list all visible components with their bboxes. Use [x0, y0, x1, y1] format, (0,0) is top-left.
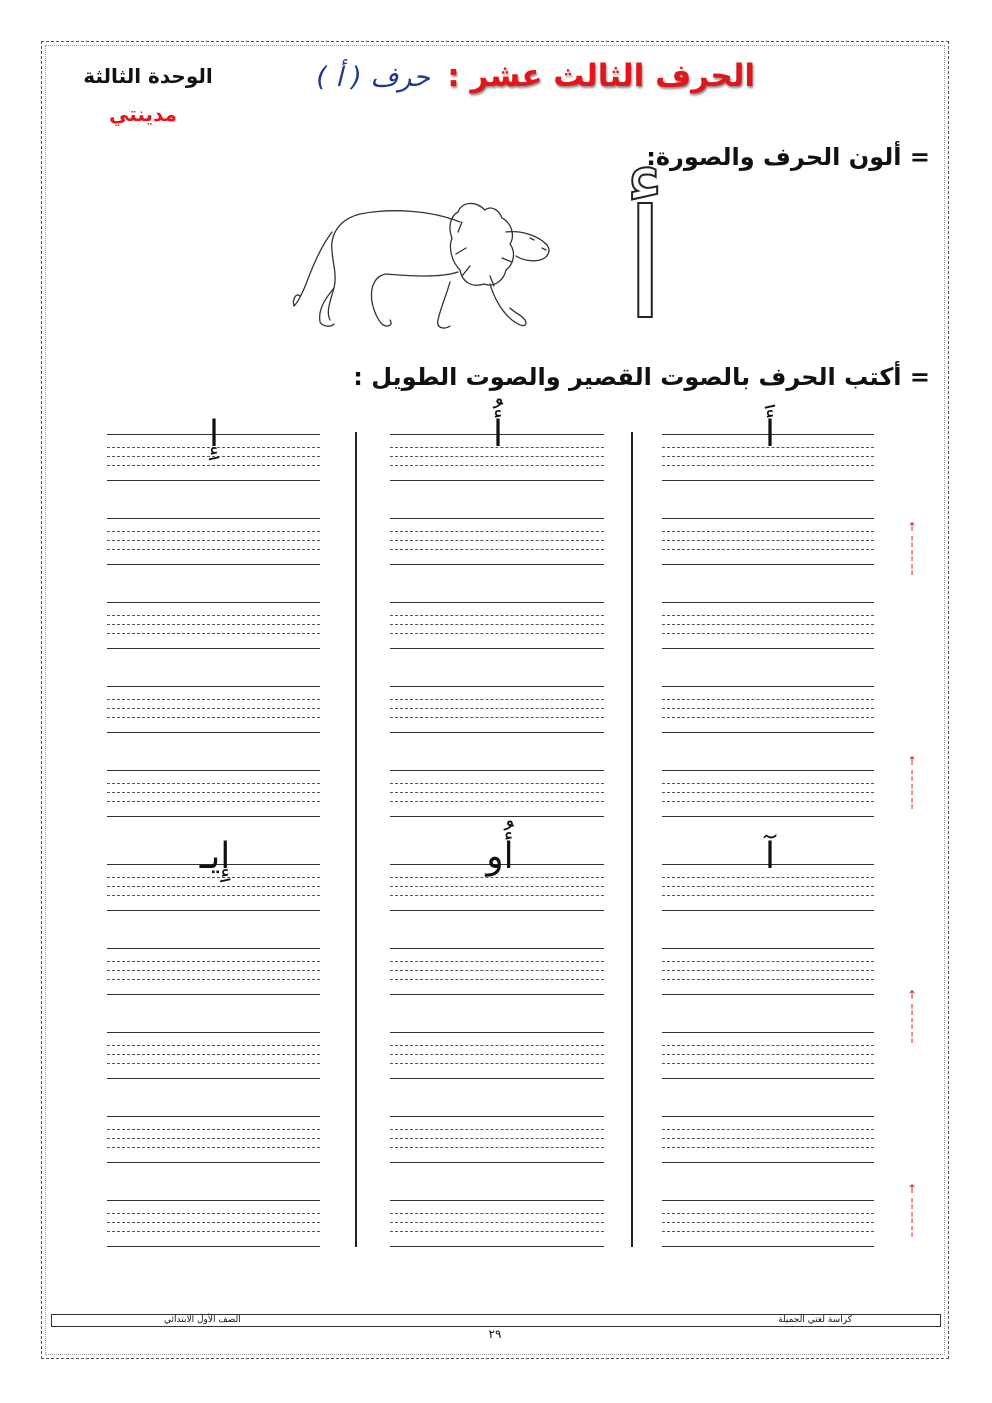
- writing-line-group: [662, 948, 874, 996]
- instruction-color: = ألون الحرف والصورة:: [646, 143, 930, 171]
- footer-bar: [51, 1314, 941, 1327]
- writing-line-group: [107, 686, 320, 734]
- writing-line-group: [662, 1116, 874, 1164]
- column-separator: [355, 432, 357, 1247]
- writing-line-group: [107, 1032, 320, 1080]
- lion-image: [290, 192, 562, 337]
- footer-grade: الصف الأول الابتدائي: [164, 1315, 241, 1325]
- writing-line-group: [390, 1200, 604, 1248]
- model-letter-short-fatha: أَ: [764, 414, 775, 455]
- writing-line-group: [390, 518, 604, 566]
- writing-line-group: [390, 602, 604, 650]
- model-letter-short-kasra: إِ: [208, 414, 219, 455]
- writing-line-group: [662, 1032, 874, 1080]
- letter-name: حرف ( أ ): [316, 62, 430, 93]
- model-letter-short-damma: أُ: [492, 414, 503, 455]
- writing-line-group: [662, 686, 874, 734]
- writing-line-group: [390, 1116, 604, 1164]
- writing-line-group: [107, 602, 320, 650]
- direction-arrow-icon: ↑ ¦ ¦ ¦: [906, 1182, 918, 1238]
- writing-line-group: [662, 770, 874, 818]
- lesson-title: الحرف الثالث عشر :: [447, 58, 755, 94]
- column-separator: [631, 432, 633, 1247]
- direction-arrow-icon: ↑ ¦ ¦ ¦: [906, 988, 918, 1044]
- writing-line-group: [390, 1032, 604, 1080]
- big-letter-outline: أ: [624, 179, 666, 353]
- writing-line-group: [390, 686, 604, 734]
- footer-book: كراسة لغتي الجميلة: [778, 1315, 852, 1325]
- unit-label: الوحدة الثالثة: [83, 64, 213, 88]
- instruction-write: = أكتب الحرف بالصوت القصير والصوت الطويل :: [353, 363, 930, 391]
- model-letter-long-ya: إِيـ: [199, 836, 231, 877]
- writing-line-group: [390, 770, 604, 818]
- writing-line-group: [107, 518, 320, 566]
- page-number: ٢٩: [488, 1327, 502, 1341]
- model-letter-long-alif: آ: [764, 836, 775, 877]
- writing-line-group: [107, 1116, 320, 1164]
- writing-line-group: [662, 602, 874, 650]
- writing-line-group: [390, 948, 604, 996]
- direction-arrow-icon: ↑ ¦ ¦ ¦: [906, 754, 918, 810]
- writing-line-group: [662, 1200, 874, 1248]
- writing-line-group: [107, 770, 320, 818]
- theme-label: مدينتي: [108, 102, 177, 126]
- model-letter-long-waw: أُو: [486, 836, 514, 877]
- writing-line-group: [107, 948, 320, 996]
- direction-arrow-icon: ↑ ¦ ¦ ¦: [906, 520, 918, 576]
- writing-line-group: [662, 518, 874, 566]
- writing-line-group: [107, 1200, 320, 1248]
